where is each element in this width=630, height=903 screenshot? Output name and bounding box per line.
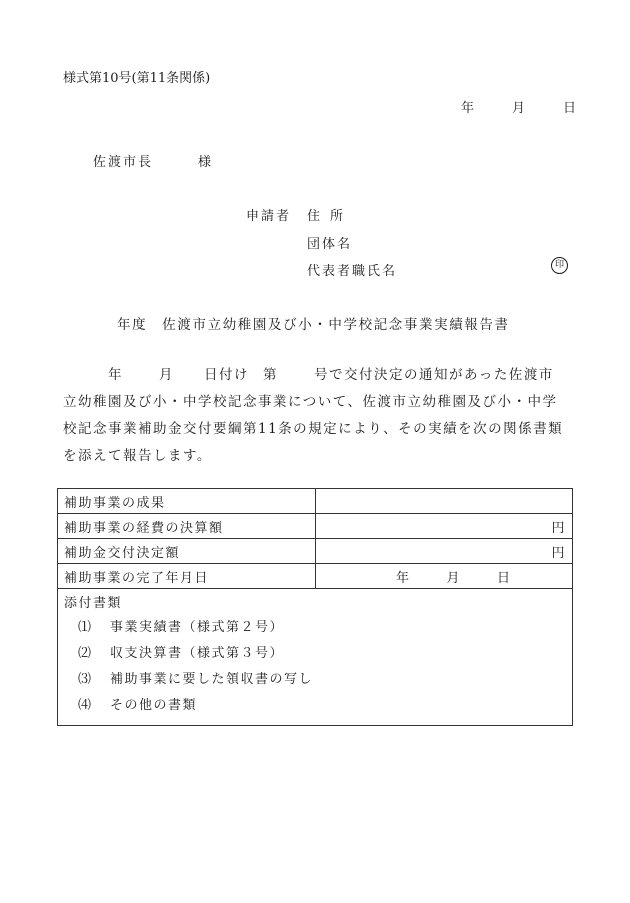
table-row	[58, 539, 573, 564]
list-item	[64, 667, 566, 693]
completion-date	[316, 564, 573, 589]
table-row	[58, 514, 573, 539]
completion-month: 月	[446, 570, 462, 586]
body-paragraph	[63, 362, 568, 470]
item-number: ⑴	[78, 620, 93, 635]
row-label-settlement: 補助事業の経費の決算額	[58, 514, 316, 539]
item-text: その他の書類	[110, 698, 198, 713]
attachments-title: 添付書類	[64, 596, 123, 611]
item-text: 補助事業に要した領収書の写し	[110, 672, 314, 687]
table-row	[58, 589, 573, 726]
item-number: ⑵	[78, 646, 93, 661]
row-value-grant: 円	[316, 539, 573, 564]
group-name-label: 団体名	[307, 237, 353, 252]
table-row	[58, 489, 573, 514]
list-item	[64, 615, 566, 641]
item-text: 事業実績書（様式第２号）	[110, 620, 285, 635]
date-day: 日	[563, 101, 577, 116]
item-text: 収支決算書（様式第３号）	[110, 646, 285, 661]
completion-year: 年	[396, 570, 411, 586]
list-item	[64, 693, 566, 719]
table-row	[58, 564, 573, 589]
body-year: 年	[108, 367, 123, 383]
attachments-cell	[58, 589, 573, 726]
completion-day: 日	[497, 570, 512, 586]
seal-icon: 印	[551, 257, 568, 274]
form-number: 様式第10号(第11条関係)	[63, 71, 211, 86]
report-date	[461, 97, 576, 116]
applicant-label: 申請者	[246, 209, 292, 224]
addressee: 佐渡市長 様	[93, 155, 214, 170]
item-number: ⑷	[78, 698, 93, 713]
date-year: 年	[461, 101, 475, 116]
body-month: 月	[159, 367, 174, 383]
row-value-settlement: 円	[316, 514, 573, 539]
document-title: 年度 佐渡市立幼稚園及び小・中学校記念事業実績報告書	[117, 317, 510, 333]
row-value-results	[316, 489, 573, 514]
body-text: 号で交付決定の通知があった佐渡市立幼稚園及び小・中学校記念事業について、佐渡市立幼稚園及び小・中学校記念事業補助金交付要綱第11条の規定により、その実績を次の関係書類を添えて報告します。	[63, 367, 564, 464]
body-day: 日付け	[204, 367, 249, 383]
list-item	[64, 641, 566, 667]
address-label: 住所	[307, 209, 354, 224]
row-label-completion: 補助事業の完了年月日	[58, 564, 316, 589]
date-month: 月	[512, 101, 526, 116]
body-number: 第	[263, 367, 278, 383]
representative-label: 代表者職氏名	[307, 264, 398, 279]
row-label-results: 補助事業の成果	[58, 489, 316, 514]
row-label-grant: 補助金交付決定額	[58, 539, 316, 564]
report-table	[57, 488, 573, 726]
item-number: ⑶	[78, 672, 93, 687]
